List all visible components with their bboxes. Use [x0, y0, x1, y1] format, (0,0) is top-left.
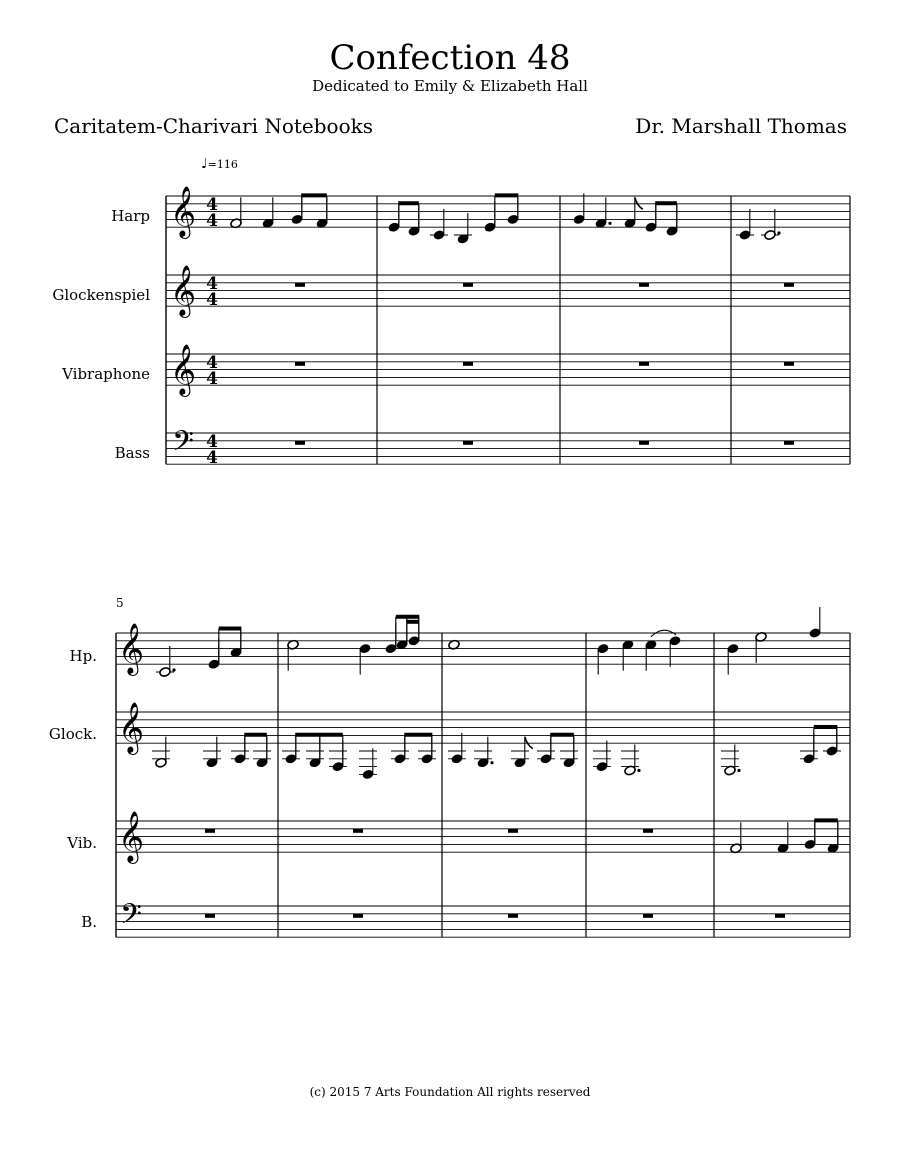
- score-subtitle: Dedicated to Emily & Elizabeth Hall: [312, 77, 588, 95]
- augmentation-dot: [490, 761, 493, 764]
- composer-name: Dr. Marshall Thomas: [635, 114, 847, 138]
- measure-number: 5: [116, 596, 124, 610]
- instrument-label-vibraphone: Vibraphone: [62, 365, 150, 383]
- bass-clef-icon: 𝄢: [172, 425, 194, 465]
- whole-rest: [295, 283, 305, 287]
- system-2: [116, 607, 850, 938]
- tempo-value: =116: [207, 158, 238, 171]
- augmentation-dot: [777, 231, 780, 234]
- treble-clef-icon: 𝄞: [169, 265, 197, 316]
- score-title: Confection 48: [329, 38, 571, 78]
- whole-rest: [508, 914, 518, 918]
- time-signature-denominator: 4: [206, 369, 218, 389]
- whole-rest: [295, 362, 305, 366]
- whole-rest: [463, 362, 473, 366]
- whole-rest: [353, 829, 363, 833]
- time-signature-numerator: 4: [206, 353, 218, 373]
- whole-rest: [639, 283, 649, 287]
- bass-clef-icon: 𝄢: [120, 898, 142, 938]
- series-name: Caritatem-Charivari Notebooks: [54, 114, 374, 138]
- quarter-note-icon: ♩: [201, 156, 208, 172]
- time-signature-numerator: 4: [206, 274, 218, 294]
- whole-rest: [784, 441, 794, 445]
- instrument-label-glock: Glock.: [48, 725, 97, 743]
- system-1: [166, 186, 850, 468]
- augmentation-dot: [737, 769, 740, 772]
- time-signature-numerator: 4: [206, 195, 218, 215]
- whole-rest: [639, 441, 649, 445]
- treble-clef-icon: 𝄞: [117, 702, 145, 753]
- instrument-label-vib: Vib.: [67, 834, 97, 852]
- copyright-footer: (c) 2015 7 Arts Foundation All rights reserved: [309, 1085, 591, 1099]
- time-signature-denominator: 4: [206, 448, 218, 468]
- whole-rest: [775, 914, 785, 918]
- whole-rest: [643, 829, 653, 833]
- time-signature-denominator: 4: [206, 290, 218, 310]
- instrument-label-harp: Harp: [111, 207, 150, 225]
- treble-clef-icon: 𝄞: [117, 623, 145, 674]
- whole-rest: [205, 914, 215, 918]
- augmentation-dot: [608, 222, 611, 225]
- whole-rest: [463, 283, 473, 287]
- whole-rest: [784, 283, 794, 287]
- instrument-label-hp: Hp.: [69, 647, 97, 665]
- note-flag: [525, 737, 533, 749]
- instrument-label-glockenspiel: Glockenspiel: [52, 286, 150, 304]
- treble-clef-icon: 𝄞: [117, 811, 145, 862]
- treble-clef-icon: 𝄞: [169, 344, 197, 395]
- instrument-label-bass: Bass: [114, 444, 150, 462]
- augmentation-dot: [172, 668, 175, 671]
- whole-rest: [643, 914, 653, 918]
- time-signature-numerator: 4: [206, 432, 218, 452]
- whole-rest: [784, 362, 794, 366]
- treble-clef-icon: 𝄞: [169, 186, 197, 237]
- whole-rest: [205, 829, 215, 833]
- whole-rest: [639, 362, 649, 366]
- whole-rest: [508, 829, 518, 833]
- instrument-label-b: B.: [81, 913, 97, 931]
- augmentation-dot: [637, 769, 640, 772]
- time-signature-denominator: 4: [206, 211, 218, 231]
- note-flag: [635, 197, 643, 209]
- whole-rest: [463, 441, 473, 445]
- whole-rest: [353, 914, 363, 918]
- whole-rest: [295, 441, 305, 445]
